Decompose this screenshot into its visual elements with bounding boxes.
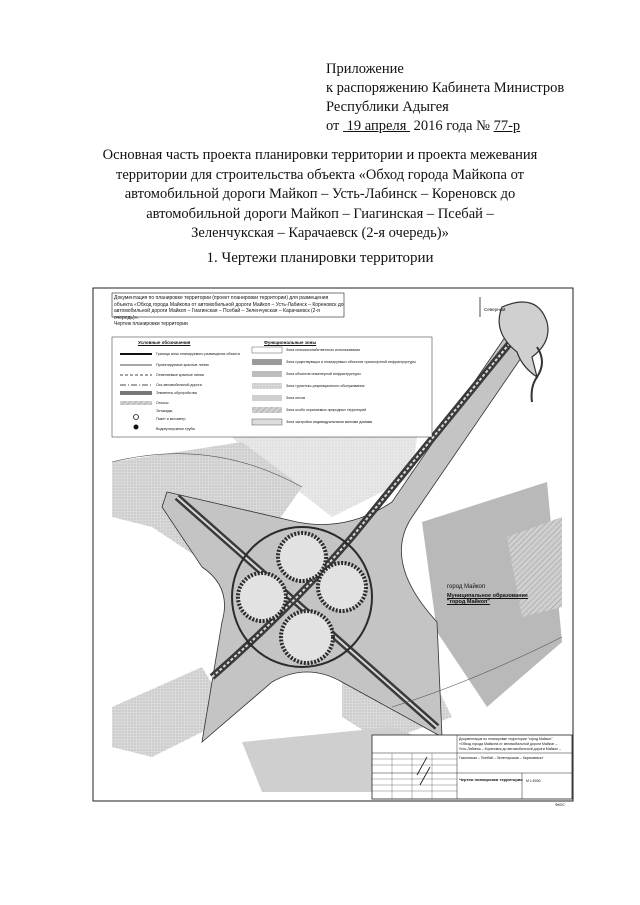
- appendix-line-1: Приложение: [326, 61, 404, 77]
- legend-item: Зона туристско-рекреационного обслуживания: [286, 384, 365, 388]
- legend-item: Граница зоны планируемого размещения объекта: [156, 352, 240, 356]
- title-line: автомобильной дороги Майкоп – Гиагинская – Псебай –: [146, 205, 494, 222]
- stamp-line: Гиагинская – Псебай – Зеленчукская – Карачаевск»: [459, 756, 544, 760]
- stamp-scale: М 1:5000: [526, 779, 541, 783]
- drawing-header-line: Чертеж планировки территории: [114, 321, 188, 327]
- legend-item: Зона сельскохозяйственного использования: [286, 348, 361, 352]
- legend-item: Ось автомобильной дороги: [156, 383, 202, 387]
- legend-swatch: [252, 371, 282, 377]
- city-label: город Майкоп: [447, 584, 486, 590]
- title-line: автомобильной дороги Майкоп – Усть-Лабинск – Кореновск до: [124, 186, 516, 202]
- date-prefix: от: [326, 118, 340, 134]
- legend-item: Зона существующих и планируемых объектов транспортной инфраструктуры: [286, 360, 416, 364]
- legend-item: Элементы обустройства: [156, 391, 197, 395]
- stamp-line: Усть-Лабинск – Кореновск до автомобильной дороги Майкоп –: [459, 747, 561, 751]
- appendix-line-3: Республики Адыгея: [326, 99, 449, 115]
- legend-item: Проектируемые красные линии: [156, 363, 209, 367]
- legend-item: Зона лесов: [286, 396, 305, 400]
- loop-ramp: [281, 611, 333, 663]
- legend-item: Откосы: [156, 401, 169, 405]
- drawing-header-line: Документация по планировке территории (проект планировки территории) для размещения: [114, 295, 329, 301]
- section-title: 1. Чертежи планировки территории: [206, 250, 434, 266]
- date-year: 2016 года №: [413, 118, 490, 134]
- north-label: Северный: [484, 307, 506, 312]
- legend-right-title: Функциональные зоны: [264, 340, 317, 345]
- order-number: 77-р: [493, 118, 521, 134]
- loop-ramp: [318, 563, 366, 611]
- appendix-line-2: к распоряжению Кабинета Министров: [326, 80, 565, 96]
- corner-tag: ФКОС: [555, 803, 565, 807]
- document-title: [80, 146, 560, 244]
- stamp-line: «Обход города Майкопа от автомобильной дороги Майкоп –: [459, 742, 558, 746]
- legend-item: Отменяемые красные линии: [156, 373, 204, 377]
- legend-swatch: [134, 425, 139, 430]
- title-line: Зеленчукская – Карачаевск (2-я очередь)»: [191, 225, 449, 241]
- loop-ramp: [278, 533, 326, 581]
- appendix-date-line: [326, 117, 564, 136]
- legend-item: Водопропускные трубы: [156, 427, 196, 431]
- legend-left-title: Условные обозначения: [138, 340, 191, 345]
- drawing-header-line: объекта «Обход города Майкопа от автомобильной дороги Майкоп – Усть-Лабинск – Кореновск до: [114, 301, 344, 308]
- legend-swatch: [252, 359, 282, 365]
- legend-swatch: [252, 419, 282, 425]
- legend-item: Зона объектов инженерной инфраструктуры: [286, 372, 361, 376]
- drawing-header: [114, 295, 346, 328]
- stamp-sheet-title: Чертеж планировки территории: [459, 777, 523, 782]
- loop-ramp: [238, 573, 286, 621]
- legend-item: Зона застройки индивидуальными жилыми домами: [286, 420, 373, 424]
- date-day-month: 19 апреля: [346, 118, 407, 134]
- legend-item: Пикет и километр: [156, 417, 186, 421]
- title-line: территории для строительства объекта «Обход города Майкопа от: [116, 166, 524, 183]
- planning-drawing: [92, 287, 574, 807]
- legend-swatch: [252, 395, 282, 401]
- appendix-block: [326, 60, 564, 136]
- legend-item: Зона особо охраняемых природных территорий: [286, 408, 367, 412]
- municipality-label: Муниципальное образование "город Майкоп": [447, 593, 528, 605]
- title-line: Основная часть проекта планировки территории и проекта межевания: [102, 147, 538, 163]
- legend-swatch: [120, 391, 152, 395]
- stamp-line: Документация по планировке территории "город Майкоп": [459, 737, 553, 741]
- legend-swatch: [252, 383, 282, 389]
- legend-swatch: [120, 401, 152, 405]
- legend-item: Эстакады: [156, 409, 173, 413]
- drawing-header-line: автомобильной дороги Майкоп – Гиагинская – Псебай – Зеленчукская – Карачаевск (2-я очередь)».: [114, 308, 320, 321]
- legend-swatch: [252, 347, 282, 353]
- legend-swatch: [252, 407, 282, 413]
